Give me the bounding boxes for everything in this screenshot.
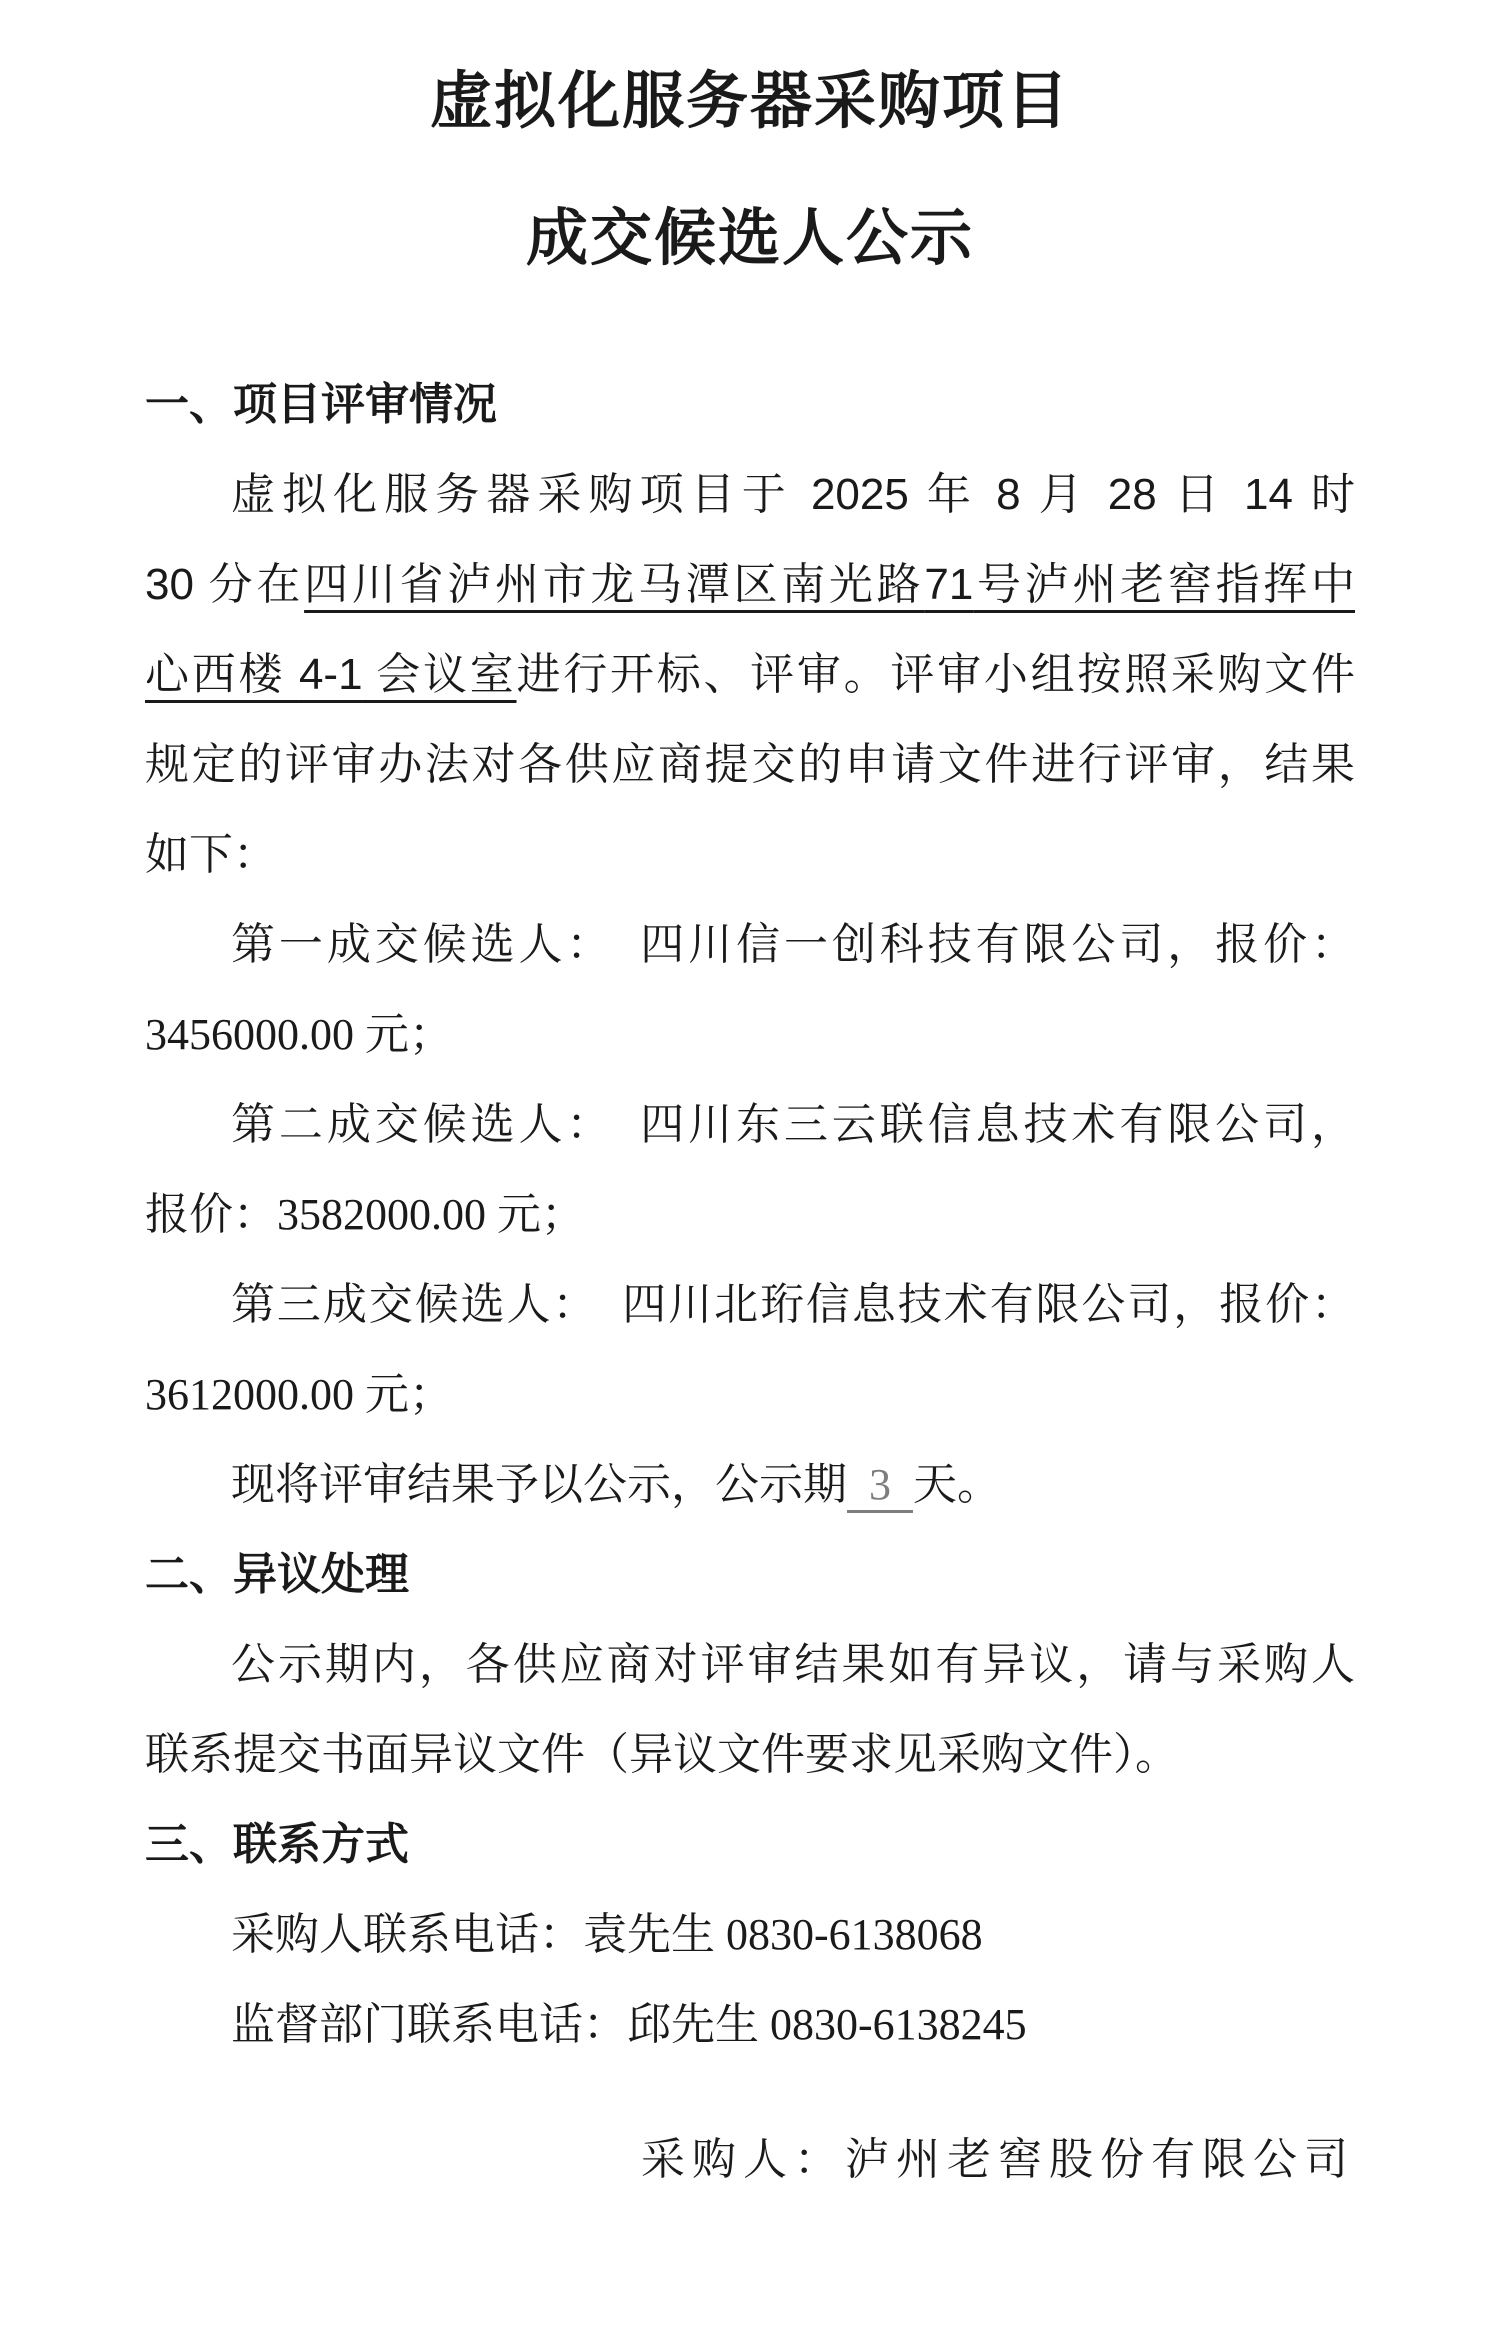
underlined-address-text: 心西楼 xyxy=(145,650,299,699)
purchaser-phone-line xyxy=(145,1890,1355,1980)
para-1-line-3 xyxy=(145,630,1355,720)
text-run: 现将评审结果予以公示，公示期 xyxy=(231,1460,847,1509)
supervisor-phone-line xyxy=(145,1980,1355,2070)
numeric-text: 14 xyxy=(1243,470,1293,519)
underlined-address-text: 会议室 xyxy=(362,650,517,699)
text-run: 监督部门联系电话：邱先生 0830-6138245 xyxy=(231,2000,1027,2049)
candidate-3-line-1 xyxy=(145,1260,1355,1350)
text-run: 时 xyxy=(1292,470,1355,519)
numeric-text: 2025 xyxy=(810,470,909,519)
text-run: 日 xyxy=(1156,470,1244,519)
text-run: 报价：3582000.00 元； xyxy=(145,1190,585,1239)
para-1-line-4 xyxy=(145,720,1355,810)
text-run: 一、项目评审情况 xyxy=(145,380,497,429)
section-2-heading xyxy=(145,1530,1355,1620)
underlined-address-text: 四川省泸州市龙马潭区南光路 xyxy=(304,560,925,609)
text-run: 天。 xyxy=(913,1460,1001,1509)
para-1-line-1 xyxy=(145,450,1355,540)
numeric-text: 8 xyxy=(996,470,1021,519)
purchaser-signature: 采购人：泸州老窖股份有限公司 xyxy=(641,2135,1355,2184)
candidate-1-line-1 xyxy=(145,900,1355,990)
section-3-heading xyxy=(145,1800,1355,1890)
para-2-line-2 xyxy=(145,1710,1355,1800)
underlined-address-text: 号泸州老窖指挥中 xyxy=(973,560,1356,609)
document-body xyxy=(145,360,1355,2070)
candidate-2-line-2 xyxy=(145,1170,1355,1260)
numeric-text: 28 xyxy=(1107,470,1157,519)
text-run: 年 xyxy=(908,470,997,519)
underlined-address-text: 71 xyxy=(924,560,974,609)
text-run: 第一成交候选人： 四川信一创科技有限公司，报价： xyxy=(231,920,1355,969)
text-run: 月 xyxy=(1020,470,1108,519)
text-run: 公示期内，各供应商对评审结果如有异议，请与采购人 xyxy=(231,1640,1355,1689)
text-run: 二、异议处理 xyxy=(145,1550,409,1599)
candidate-1-line-2 xyxy=(145,990,1355,1080)
document-title-line-1: 虚拟化服务器采购项目 xyxy=(429,68,1070,136)
text-run: 3456000.00 元； xyxy=(145,1010,453,1059)
text-run: 3612000.00 元； xyxy=(145,1370,453,1419)
candidate-2-line-1 xyxy=(145,1080,1355,1170)
document-title-line-2: 成交候选人公示 xyxy=(525,205,974,273)
text-run: 三、联系方式 xyxy=(145,1820,409,1869)
underlined-address-text: 4-1 xyxy=(298,650,363,699)
candidate-3-line-2 xyxy=(145,1350,1355,1440)
text-run: 第三成交候选人： 四川北珩信息技术有限公司，报价： xyxy=(231,1280,1355,1329)
para-1-line-5 xyxy=(145,810,1355,900)
publicity-days-value: 3 xyxy=(847,1460,913,1509)
text-run: 联系提交书面异议文件（异议文件要求见采购文件）。 xyxy=(145,1730,1179,1779)
numeric-text: 30 xyxy=(145,560,194,609)
text-run: 虚拟化服务器采购项目于 xyxy=(231,470,811,519)
text-run: 进行开标、评审。评审小组按照采购文件 xyxy=(516,650,1356,699)
text-run: 规定的评审办法对各供应商提交的申请文件进行评审，结果 xyxy=(145,740,1355,789)
publicity-period-line xyxy=(145,1440,1355,1530)
para-1-line-2 xyxy=(145,540,1355,630)
text-run: 如下： xyxy=(145,830,277,879)
section-1-heading xyxy=(145,360,1355,450)
text-run: 分在 xyxy=(193,560,305,609)
para-2-line-1 xyxy=(145,1620,1355,1710)
text-run: 采购人联系电话：袁先生 0830-6138068 xyxy=(231,1910,983,1959)
text-run: 第二成交候选人： 四川东三云联信息技术有限公司， xyxy=(231,1100,1355,1149)
